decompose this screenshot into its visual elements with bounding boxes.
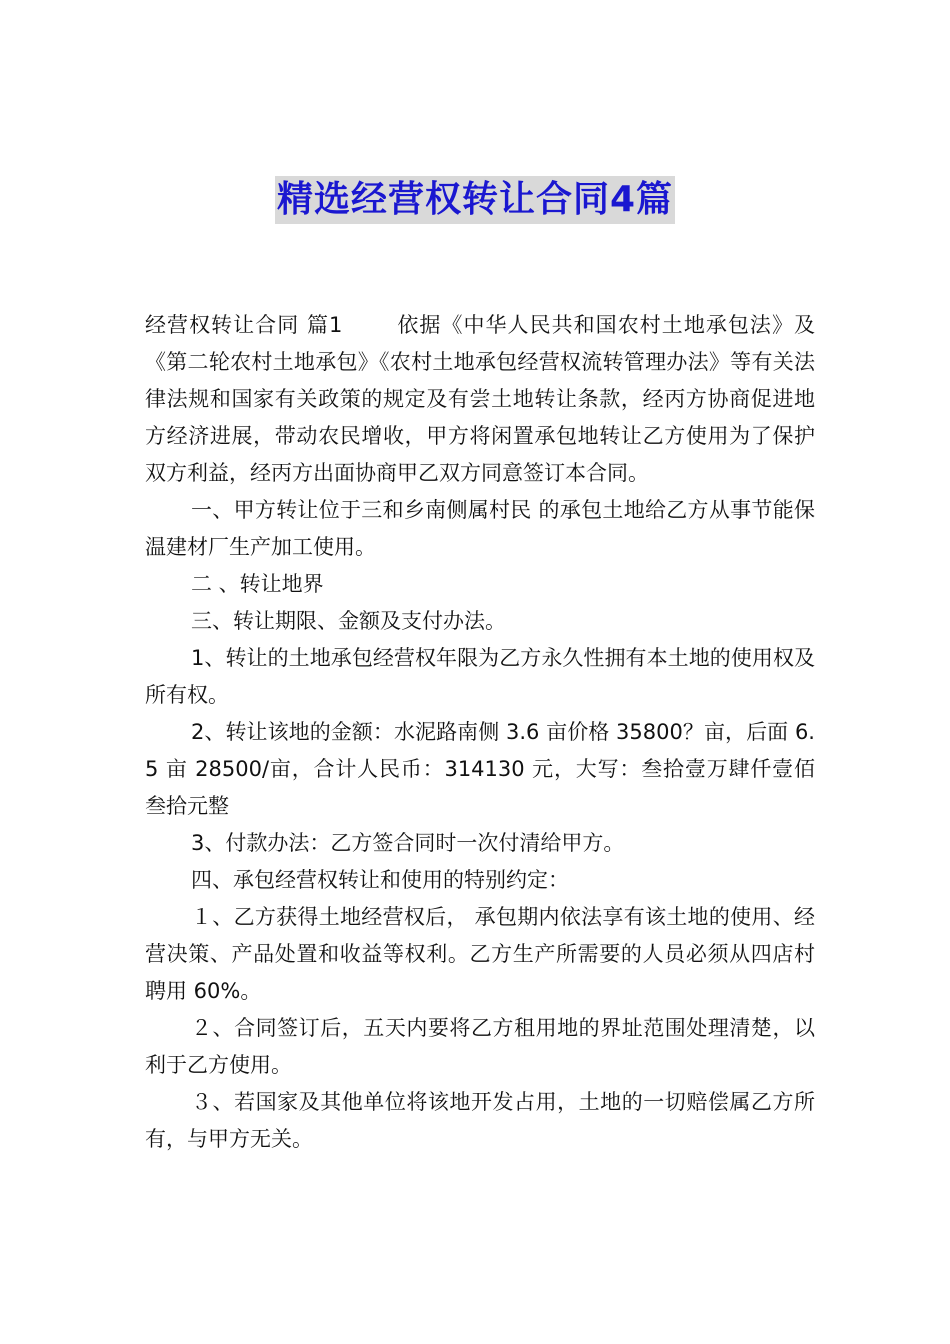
paragraph-3: 三、转让期限、金额及支付办法。 [191, 609, 506, 633]
paragraph-6: 3、付款办法：乙方签合同时一次付清给甲方。 [191, 831, 625, 855]
paragraph-2: 二 、转让地界 [191, 572, 324, 596]
paragraph-1: 一、甲方转让位于三和乡南侧属村民 的承包土地给乙方从事节能保温建材厂生产加工使用。 [145, 498, 815, 559]
paragraph-7: 四、承包经营权转让和使用的特别约定： [191, 868, 569, 892]
paragraph-8: １、乙方获得土地经营权后， 承包期内依法享有该土地的使用、经营决策、产品处置和收益等权利。乙方生产所需要的人员必须从四店村聘用 60%。 [145, 905, 815, 1003]
paragraph-9: ２、合同签订后，五天内要将乙方租用地的界址范围处理清楚，以利于乙方使用。 [145, 1016, 815, 1077]
paragraph-4: 1、转让的土地承包经营权年限为乙方永久性拥有本土地的使用权及所有权。 [145, 646, 815, 707]
paragraph-5: 2、转让该地的金额：水泥路南侧 3.6 亩价格 35800？亩，后面 6.5 亩 28500/亩，合计人民币：314130 元，大写：叁拾壹万肆仟壹佰叁拾元整 [145, 720, 815, 818]
document-title: 精选经营权转让合同4篇 [275, 176, 675, 224]
paragraph-intro [145, 307, 815, 492]
intro-heading: 经营权转让合同 篇1 [145, 313, 343, 337]
document-body [145, 307, 815, 1158]
title-container [0, 176, 950, 224]
paragraph-10: ３、若国家及其他单位将该地开发占用，土地的一切赔偿属乙方所有，与甲方无关。 [145, 1090, 815, 1151]
intro-text: 依据《中华人民共和国农村土地承包法》及《第二轮农村土地承包》《农村土地承包经营权流转管理办法》等有关法律法规和国家有关政策的规定及有尝土地转让条款，经丙方协商促进地方经济进展，带动农民增收，甲方将闲置承包地转让乙方使用为了保护双方利益，经丙方出面协商甲乙双方同意签订本合同。 [145, 313, 815, 485]
